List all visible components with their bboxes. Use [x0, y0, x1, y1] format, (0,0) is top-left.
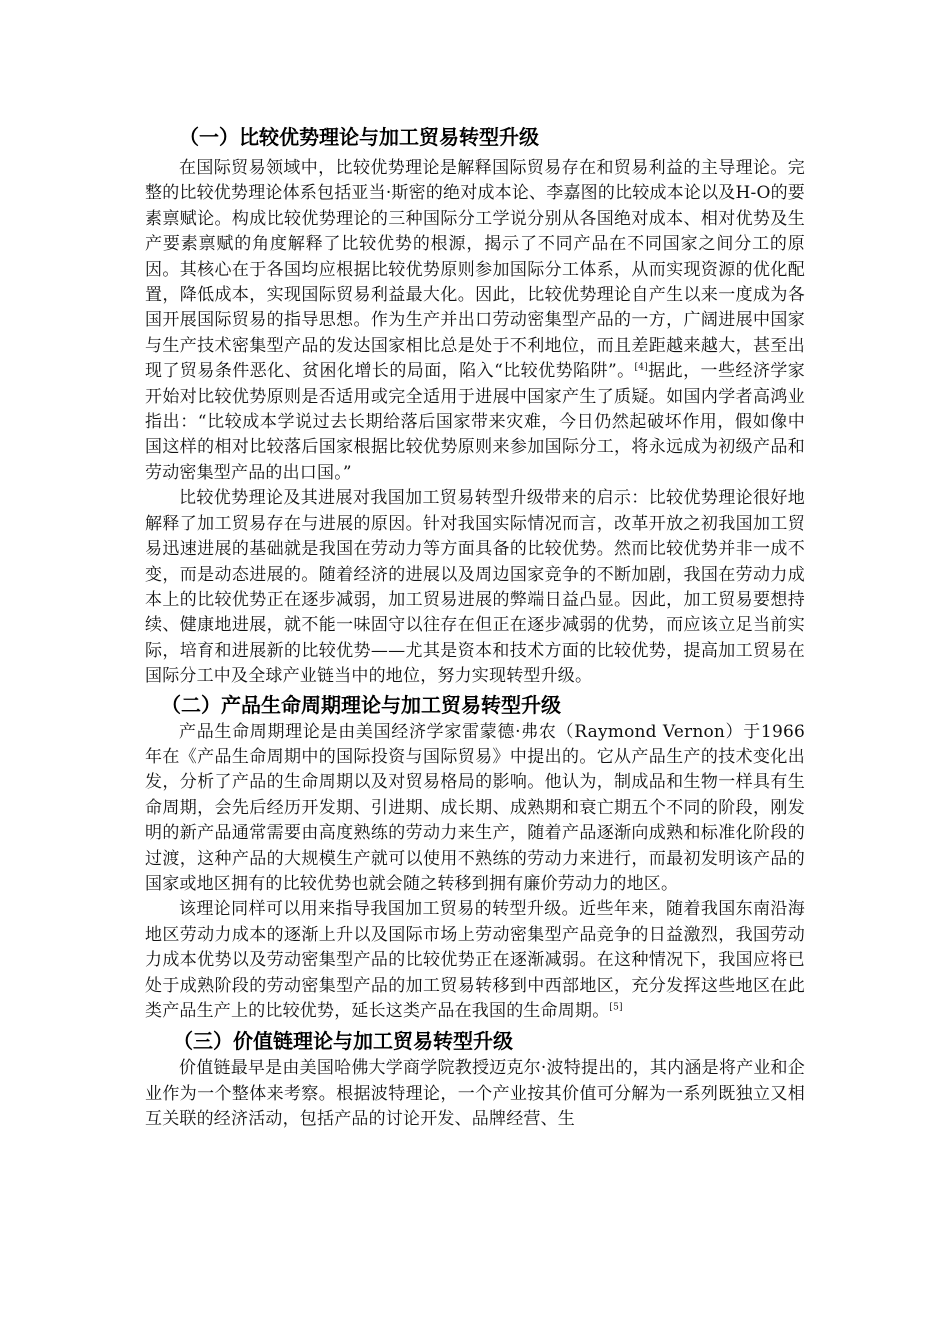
section-1-heading: （一）比较优势理论与加工贸易转型升级 — [179, 125, 539, 149]
document-page — [145, 118, 805, 1133]
paragraph-text: 价值链最早是由美国哈佛大学商学院教授迈克尔·波特提出的，其内涵是将产业和企业作为一个整体来考察。根据波特理论，一个产业按其价值可分解为一系列既独立又相互关联的经济活动，包括产品的讨论开发、品牌经营、生 — [145, 1058, 805, 1130]
section-2-paragraph-1 — [145, 720, 805, 898]
section-3-paragraph-1 — [145, 1056, 805, 1132]
section-2-heading: （二）产品生命周期理论与加工贸易转型升级 — [161, 692, 561, 717]
paragraph-text: 产品生命周期理论是由美国经济学家雷蒙德·弗农（Raymond Vernon）于1966年在《产品生命周期中的国际投资与国际贸易》中提出的。它从产品生产的技术变化出发，分析了产品的生命周期以及对贸易格局的影响。他认为，制成品和生物一样具有生命周期，会先后经历开发期、引进期、成长期、成熟期和衰亡期五个不同的阶段，刚发明的新产品通常需要由高度熟练的劳动力来生产，随着产品逐渐向成熟和标准化阶段的过渡，这种产品的大规模生产就可以使用不熟练的劳动力来进行，而最初发明该产品的国家或地区拥有的比较优势也就会随之转移到拥有廉价劳动力的地区。 — [145, 721, 805, 894]
paragraph-text-continued: 据此，一些经济学家开始对比较优势原则是否适用或完全适用于进展中国家产生了质疑。如国内学者高鸿业指出：“比较成本学说过去长期给落后国家带来灾难，今日仍然起破坏作用，假如像中国这样的相对比较落后国家根据比较优势原则来参加国际分工，将永远成为初级产品和劳动密集型产品的出口国。” — [145, 361, 805, 483]
section-1-paragraph-1 — [145, 156, 805, 486]
citation-marker: [5] — [609, 1002, 623, 1013]
section-3-heading: （三）价值链理论与加工贸易转型升级 — [173, 1029, 513, 1054]
section-1-paragraph-2 — [145, 486, 805, 689]
paragraph-text: 在国际贸易领域中，比较优势理论是解释国际贸易存在和贸易利益的主导理论。完整的比较优势理论体系包括亚当·斯密的绝对成本论、李嘉图的比较成本论以及H-O的要素禀赋论。构成比较优势理论的三种国际分工学说分别从各国绝对成本、相对优势及生产要素禀赋的角度解释了比较优势的根源，揭示了不同产品在不同国家之间分工的原因。其核心在于各国均应根据比较优势原则参加国际分工体系，从而实现资源的优化配置，降低成本，实现国际贸易利益最大化。因此，比较优势理论自产生以来一度成为各国开展国际贸易的指导思想。作为生产并出口劳动密集型产品的一方，广阔进展中国家与生产技术密集型产品的发达国家相比总是处于不利地位，而且差距越来越大，甚至出现了贸易条件恶化、贫困化增长的局面，陷入“比较优势陷阱”。 — [145, 158, 805, 382]
section-2-paragraph-2 — [145, 897, 805, 1024]
citation-marker: [4] — [634, 362, 648, 373]
paragraph-text: 比较优势理论及其进展对我国加工贸易转型升级带来的启示：比较优势理论很好地解释了加工贸易存在与进展的原因。针对我国实际情况而言，改革开放之初我国加工贸易迅速进展的基础就是我国在劳动力等方面具备的比较优势。然而比较优势并非一成不变，而是动态进展的。随着经济的进展以及周边国家竞争的不断加剧，我国在劳动力成本上的比较优势正在逐步减弱，加工贸易进展的弊端日益凸显。因此，加工贸易要想持续、健康地进展，就不能一味固守以往存在但正在逐步减弱的优势，而应该立足当前实际，培育和进展新的比较优势——尤其是资本和技术方面的比较优势，提高加工贸易在国际分工中及全球产业链当中的地位，努力实现转型升级。 — [145, 488, 805, 687]
paragraph-text: 该理论同样可以用来指导我国加工贸易的转型升级。近些年来，随着我国东南沿海地区劳动力成本的逐渐上升以及国际市场上劳动密集型产品竞争的日益激烈，我国劳动力成本优势以及劳动密集型产品的比较优势正在逐渐减弱。在这种情况下，我国应将已处于成熟阶段的劳动密集型产品的加工贸易转移到中西部地区，充分发挥这些地区在此类产品生产上的比较优势，延长这类产品在我国的生命周期。 — [145, 899, 805, 1021]
